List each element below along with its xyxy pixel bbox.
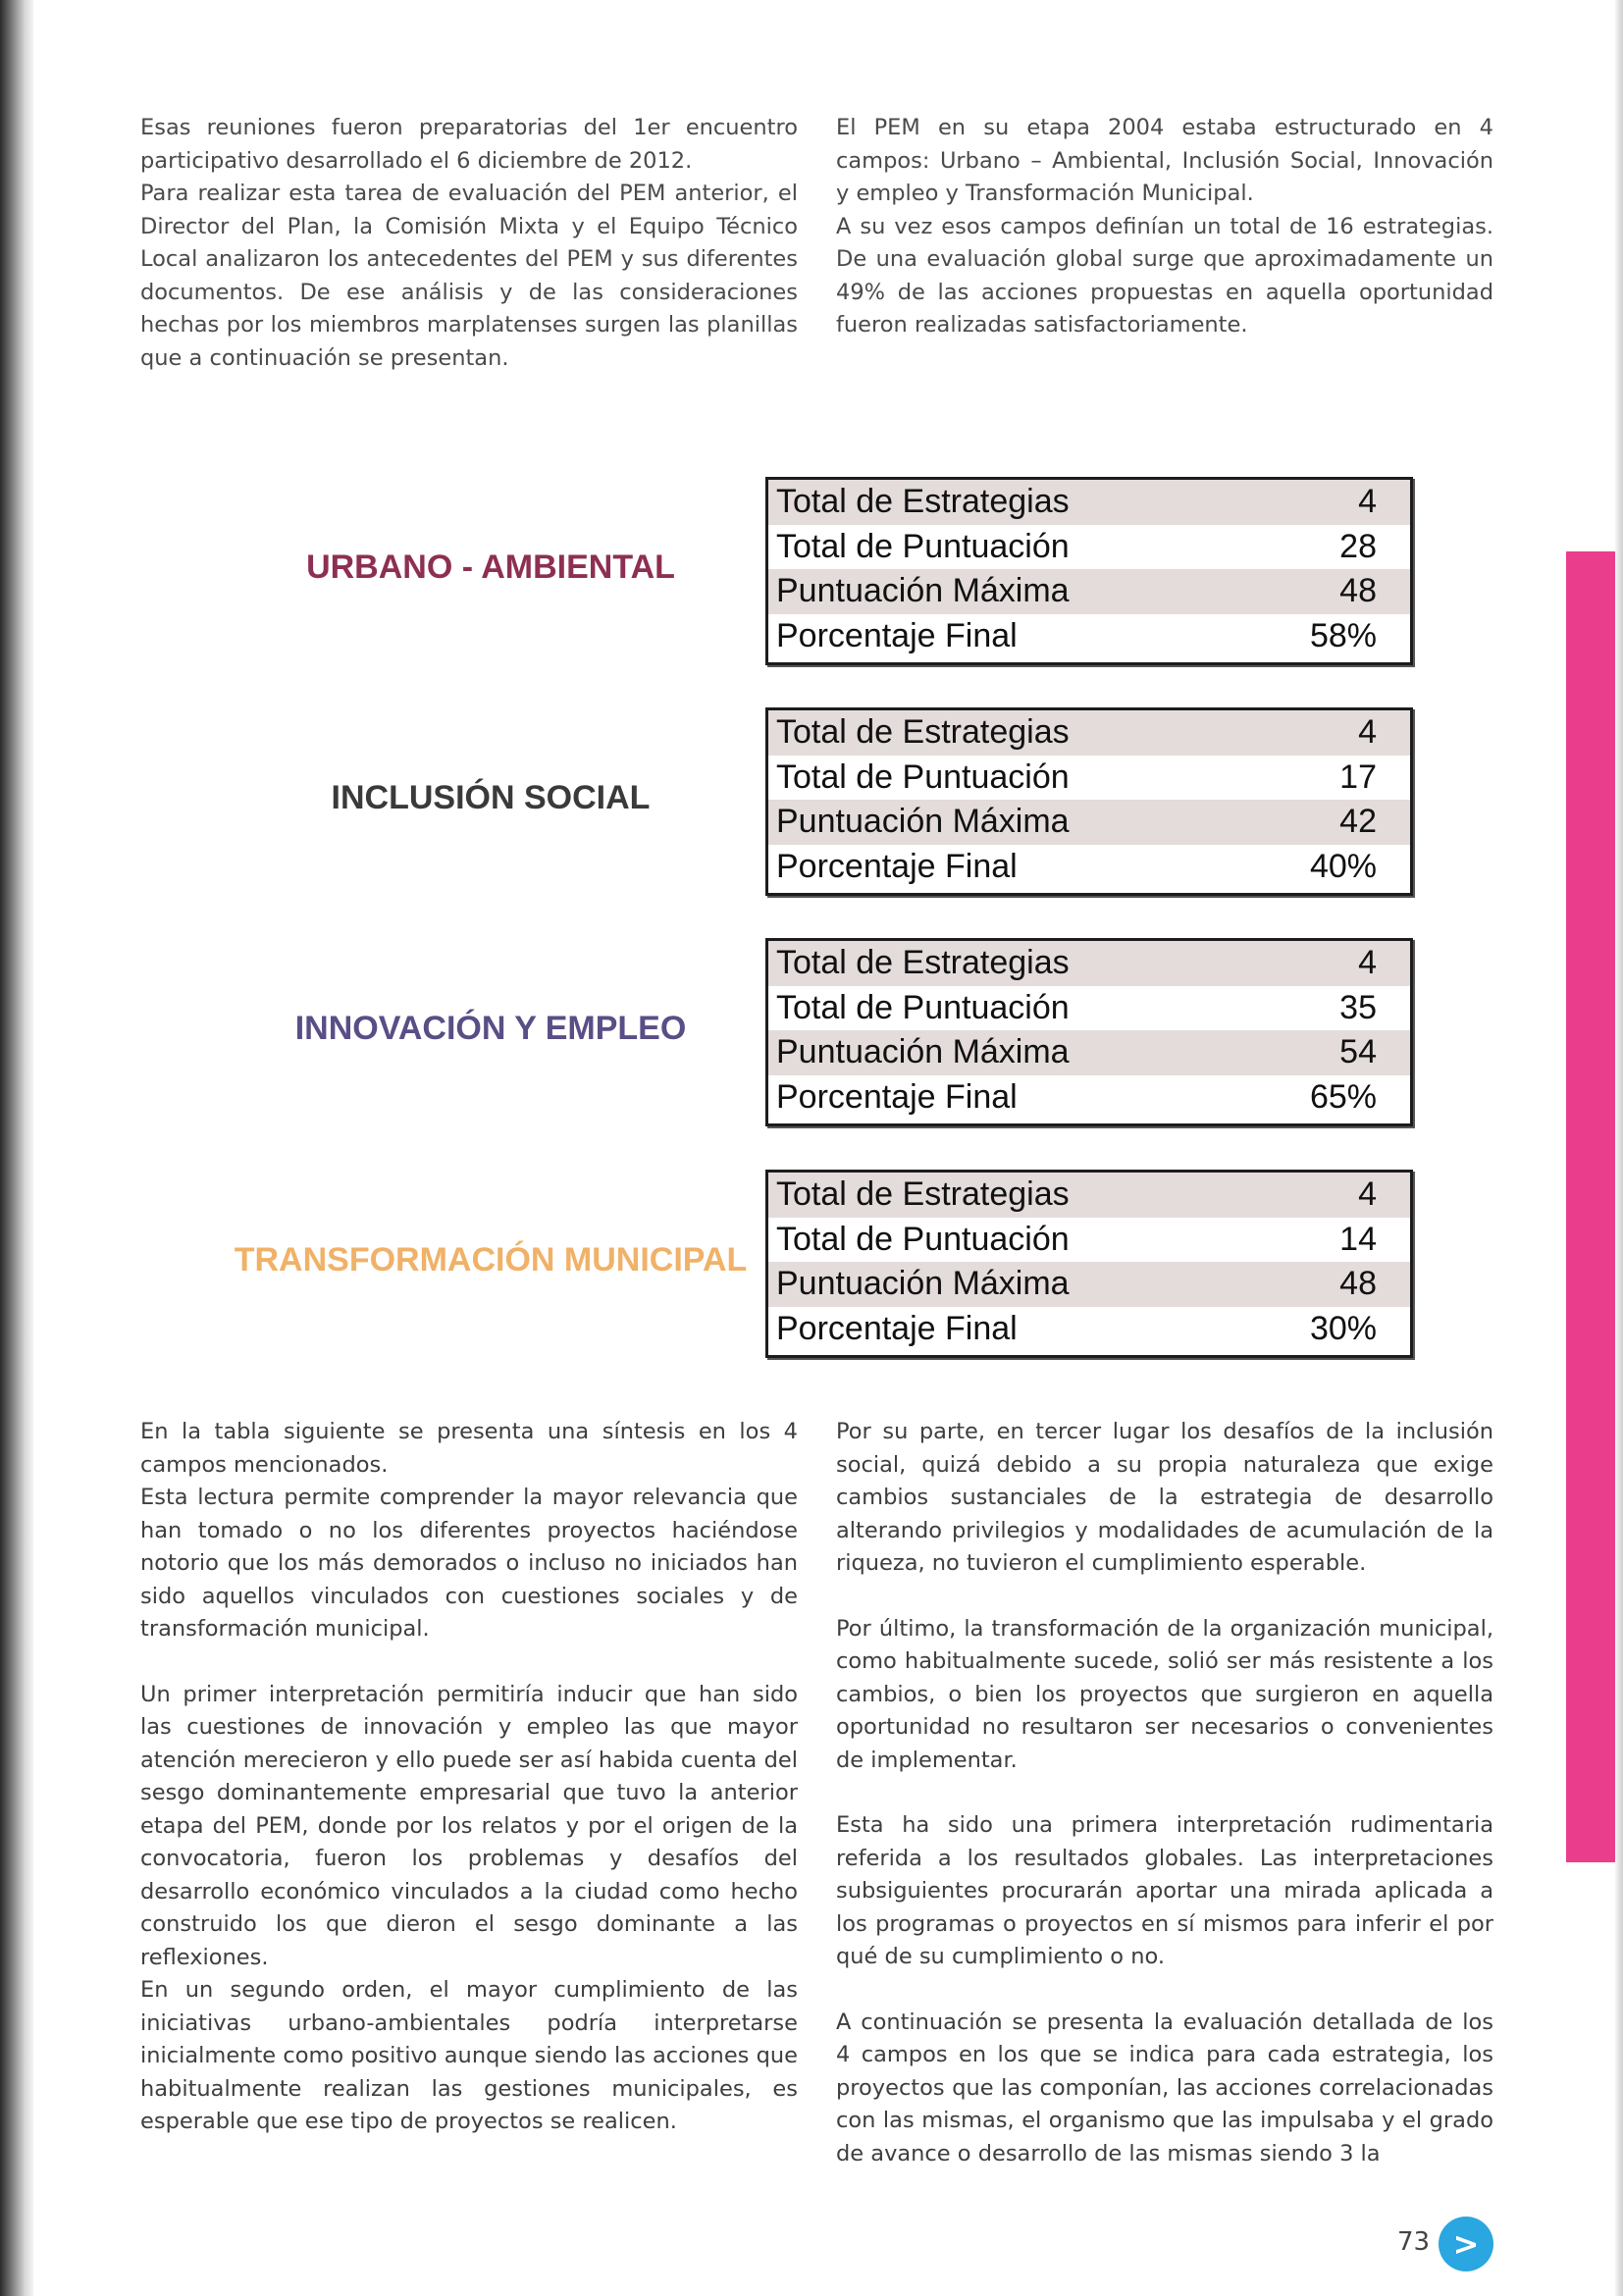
row-value: 48 [1339, 1265, 1377, 1303]
section-label: INNOVACIÓN Y EMPLEO [294, 1010, 687, 1047]
row-value: 35 [1339, 988, 1377, 1026]
table-row [768, 569, 1410, 614]
row-value: 4 [1358, 483, 1377, 521]
paragraph: Un primer interpretación permitiría inducir que han sido las cuestiones de innovación y empleo las que mayor atención merecieron y ello puede ser así habida cuenta del sesgo dominantemente empresarial que tuvo la anterior etapa del PEM, donde por los relatos y por el origen de la convocatoria, fueron los problemas y desafíos del desarrollo económico vinculados a la ciudad como hecho construido los que dieron el sesgo dominante a las reflexiones. [140, 1681, 798, 1970]
row-label: Total de Estrategias [776, 713, 1070, 752]
row-value: 58% [1309, 616, 1377, 654]
intro-left-column [140, 112, 798, 375]
table-row [768, 800, 1410, 845]
paragraph: Para realizar esta tarea de evaluación del PEM anterior, el Director del Plan, la Comisión Mixta y el Equipo Técnico Local analizaron los antecedentes del PEM y sus diferentes documentos. De ese análisis y de las consideraciones hechas por los miembros marplatenses surgen las planillas que a continuación se presentan. [140, 181, 798, 371]
row-value: 4 [1358, 944, 1377, 982]
row-value: 54 [1339, 1033, 1377, 1071]
section-urbano-ambiental [0, 477, 1623, 669]
paragraph: A continuación se presenta la evaluación detallada de los 4 campos en los que se indica para cada estrategia, los proyectos que las componían, las acciones correlacionadas con las mismas, el organismo que las impulsaba y el grado de avance o desarrollo de las mismas siendo 3 la [836, 2009, 1493, 2166]
row-label: Porcentaje Final [776, 1077, 1018, 1116]
page-right-edge [1615, 0, 1623, 2296]
row-value: 65% [1309, 1077, 1377, 1116]
table-row [768, 845, 1410, 890]
paragraph: En la tabla siguiente se presenta una síntesis en los 4 campos mencionados. [140, 1419, 798, 1478]
paragraph: A su vez esos campos definían un total de 16 estrategias. De una evaluación global surge que aproximadamente un 49% de las acciones propuestas en aquella oportunidad fueron realizadas satisfactoriamente. [836, 213, 1493, 338]
row-label: Total de Puntuación [776, 988, 1070, 1026]
body-right-column [836, 1416, 1493, 2170]
table-row [768, 941, 1410, 986]
section-inclusion-social [0, 707, 1623, 900]
paragraph: Esas reuniones fueron preparatorias del 1er encuentro participativo desarrollado el 6 diciembre de 2012. [140, 115, 798, 174]
table-row [768, 1030, 1410, 1075]
next-page-button[interactable] [1439, 2217, 1493, 2271]
paragraph: Esta ha sido una primera interpretación rudimentaria referida a los resultados globales. Las interpretaciones subsiguientes procurarán aportar una mirada aplicada a los programas o proyectos en sí mismos para inferir el por qué de su cumplimiento o no. [836, 1812, 1493, 1969]
row-label: Puntuación Máxima [776, 572, 1070, 610]
row-label: Puntuación Máxima [776, 1033, 1070, 1071]
intro-right-column [836, 112, 1493, 342]
row-value: 30% [1309, 1309, 1377, 1347]
row-label: Total de Estrategias [776, 944, 1070, 982]
paragraph: Por su parte, en tercer lugar los desafíos de la inclusión social, quizá debido a su propia naturaleza que exige cambios sustanciales de la estrategia de desarrollo alterando privilegios y modalidades de acumulación de la riqueza, no tuvieron el cumplimiento esperable. [836, 1419, 1493, 1576]
table-row [768, 614, 1410, 659]
summary-table [765, 477, 1413, 665]
table-row [768, 480, 1410, 525]
paragraph: Por último, la transformación de la organización municipal, como habitualmente sucede, solió ser más resistente a los cambios, o bien los proyectos que surgieron en aquella oportunidad no resultaron ser necesarios o convenientes de implementar. [836, 1615, 1493, 1773]
row-value: 4 [1358, 1175, 1377, 1214]
section-label: TRANSFORMACIÓN MUNICIPAL [234, 1241, 748, 1278]
row-value: 28 [1339, 527, 1377, 565]
table-row [768, 710, 1410, 756]
section-innovacion-empleo [0, 938, 1623, 1130]
row-label: Porcentaje Final [776, 1309, 1018, 1347]
row-label: Total de Puntuación [776, 757, 1070, 796]
row-label: Total de Puntuación [776, 527, 1070, 565]
table-row [768, 1173, 1410, 1218]
summary-table [765, 1170, 1413, 1358]
section-label: URBANO - AMBIENTAL [306, 548, 675, 586]
table-row [768, 1218, 1410, 1263]
row-label: Total de Puntuación [776, 1220, 1070, 1258]
row-value: 14 [1339, 1220, 1377, 1258]
section-transformacion-municipal [0, 1170, 1623, 1362]
summary-table [765, 707, 1413, 896]
row-label: Puntuación Máxima [776, 1265, 1070, 1303]
row-value: 4 [1358, 713, 1377, 752]
table-row [768, 1307, 1410, 1352]
table-row [768, 525, 1410, 570]
paragraph: El PEM en su etapa 2004 estaba estructurado en 4 campos: Urbano – Ambiental, Inclusión Social, Innovación y empleo y Transformación Municipal. [836, 115, 1493, 206]
paragraph: Esta lectura permite comprender la mayor relevancia que han tomado o no los diferentes proyectos haciéndose notorio que los más demorados o incluso no iniciados han sido aquellos vinculados con cuestiones sociales y de transformación municipal. [140, 1485, 798, 1642]
row-value: 42 [1339, 803, 1377, 841]
row-value: 40% [1309, 847, 1377, 885]
chevron-right-icon: > [1452, 2225, 1480, 2263]
page-gutter-shadow [0, 0, 33, 2296]
table-row [768, 1075, 1410, 1121]
row-label: Total de Estrategias [776, 483, 1070, 521]
paragraph: En un segundo orden, el mayor cumplimiento de las iniciativas urbano-ambientales podría interpretarse inicialmente como positivo aunque siendo las acciones que habitualmente realizan las gestiones municipales, es esperable que ese tipo de proyectos se realicen. [140, 1977, 798, 2134]
row-value: 48 [1339, 572, 1377, 610]
body-left-column [140, 1416, 798, 2139]
table-row [768, 1262, 1410, 1307]
table-row [768, 756, 1410, 801]
row-label: Porcentaje Final [776, 847, 1018, 885]
row-value: 17 [1339, 757, 1377, 796]
row-label: Total de Estrategias [776, 1175, 1070, 1214]
table-row [768, 986, 1410, 1031]
row-label: Puntuación Máxima [776, 803, 1070, 841]
page-number: 73 [1397, 2227, 1431, 2257]
section-label: INCLUSIÓN SOCIAL [331, 779, 651, 816]
row-label: Porcentaje Final [776, 616, 1018, 654]
summary-table [765, 938, 1413, 1126]
